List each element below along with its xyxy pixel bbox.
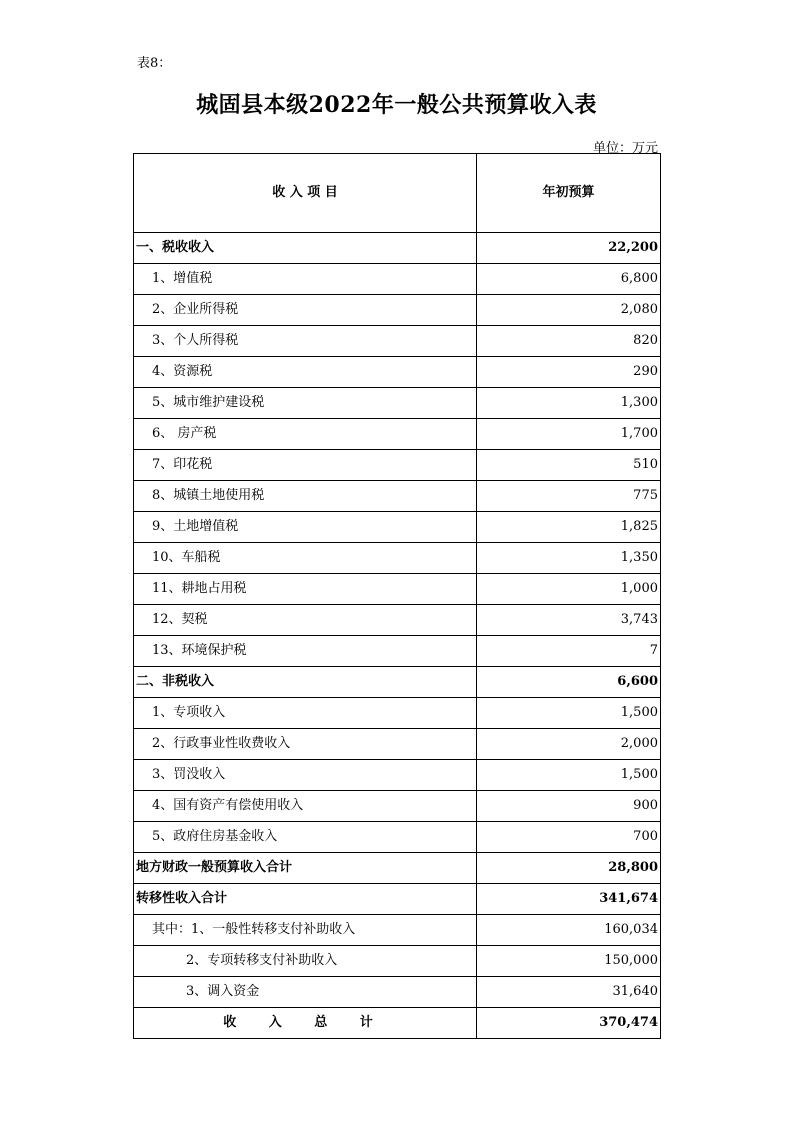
table-row [134, 605, 661, 636]
row-value: 1,500 [477, 760, 661, 791]
table-row [134, 419, 661, 450]
row-value: 1,500 [477, 698, 661, 729]
row-value: 1,000 [477, 574, 661, 605]
row-value: 820 [477, 326, 661, 357]
row-value: 1,825 [477, 512, 661, 543]
row-name: 7、印花税 [134, 450, 477, 481]
row-value: 150,000 [477, 946, 661, 977]
row-name: 4、国有资产有偿使用收入 [134, 791, 477, 822]
table-row [134, 946, 661, 977]
row-value: 160,034 [477, 915, 661, 946]
row-value: 700 [477, 822, 661, 853]
row-value: 3,743 [477, 605, 661, 636]
row-value: 370,474 [477, 1008, 661, 1039]
row-value: 290 [477, 357, 661, 388]
table-number-label: 表8： [137, 56, 172, 71]
row-value: 6,600 [477, 667, 661, 698]
row-name: 8、城镇土地使用税 [134, 481, 477, 512]
row-name: 6、 房产税 [134, 419, 477, 450]
table-row [134, 822, 661, 853]
table-row [134, 667, 661, 698]
table-row [134, 295, 661, 326]
table-row [134, 450, 661, 481]
table-row [134, 388, 661, 419]
row-name: 转移性收入合计 [134, 884, 477, 915]
row-value: 2,000 [477, 729, 661, 760]
row-value: 1,300 [477, 388, 661, 419]
table-row [134, 326, 661, 357]
row-name: 2、企业所得税 [134, 295, 477, 326]
table-header-row [134, 154, 661, 233]
row-name: 2、行政事业性收费收入 [134, 729, 477, 760]
row-value: 7 [477, 636, 661, 667]
row-name: 11、耕地占用税 [134, 574, 477, 605]
row-name: 3、调入资金 [134, 977, 477, 1008]
row-name: 3、罚没收入 [134, 760, 477, 791]
unit-label: 单位：万元 [592, 141, 658, 156]
row-name: 收 入 总 计 [134, 1008, 477, 1039]
table-row [134, 853, 661, 884]
row-value: 341,674 [477, 884, 661, 915]
row-name: 地方财政一般预算收入合计 [134, 853, 477, 884]
table-row [134, 264, 661, 295]
table-row-grand-total [134, 1008, 661, 1039]
row-name: 9、土地增值税 [134, 512, 477, 543]
table-row [134, 543, 661, 574]
row-name: 5、政府住房基金收入 [134, 822, 477, 853]
table-row [134, 233, 661, 264]
row-value: 510 [477, 450, 661, 481]
row-name: 一、税收收入 [134, 233, 477, 264]
row-value: 2,080 [477, 295, 661, 326]
table-row [134, 729, 661, 760]
row-value: 22,200 [477, 233, 661, 264]
table-row [134, 636, 661, 667]
row-name: 5、城市维护建设税 [134, 388, 477, 419]
row-value: 775 [477, 481, 661, 512]
row-name: 4、资源税 [134, 357, 477, 388]
table-row [134, 791, 661, 822]
table-row [134, 977, 661, 1008]
row-value: 1,700 [477, 419, 661, 450]
table-row [134, 481, 661, 512]
header-item: 收 入 项 目 [134, 154, 477, 233]
row-name: 二、非税收入 [134, 667, 477, 698]
table-row [134, 884, 661, 915]
row-value: 31,640 [477, 977, 661, 1008]
table-row [134, 915, 661, 946]
table-row [134, 698, 661, 729]
row-name: 3、个人所得税 [134, 326, 477, 357]
table-row [134, 357, 661, 388]
row-name: 1、专项收入 [134, 698, 477, 729]
table-row [134, 512, 661, 543]
row-name: 2、专项转移支付补助收入 [134, 946, 477, 977]
header-budget: 年初预算 [477, 154, 661, 233]
row-name: 12、契税 [134, 605, 477, 636]
row-name: 其中：1、一般性转移支付补助收入 [134, 915, 477, 946]
table-row [134, 574, 661, 605]
row-name: 1、增值税 [134, 264, 477, 295]
row-value: 28,800 [477, 853, 661, 884]
page-title: 城固县本级2022年一般公共预算收入表 [196, 92, 597, 118]
row-name: 13、环境保护税 [134, 636, 477, 667]
row-value: 6,800 [477, 264, 661, 295]
row-name: 10、车船税 [134, 543, 477, 574]
table-row [134, 760, 661, 791]
row-value: 900 [477, 791, 661, 822]
budget-revenue-table [133, 153, 661, 1039]
row-value: 1,350 [477, 543, 661, 574]
